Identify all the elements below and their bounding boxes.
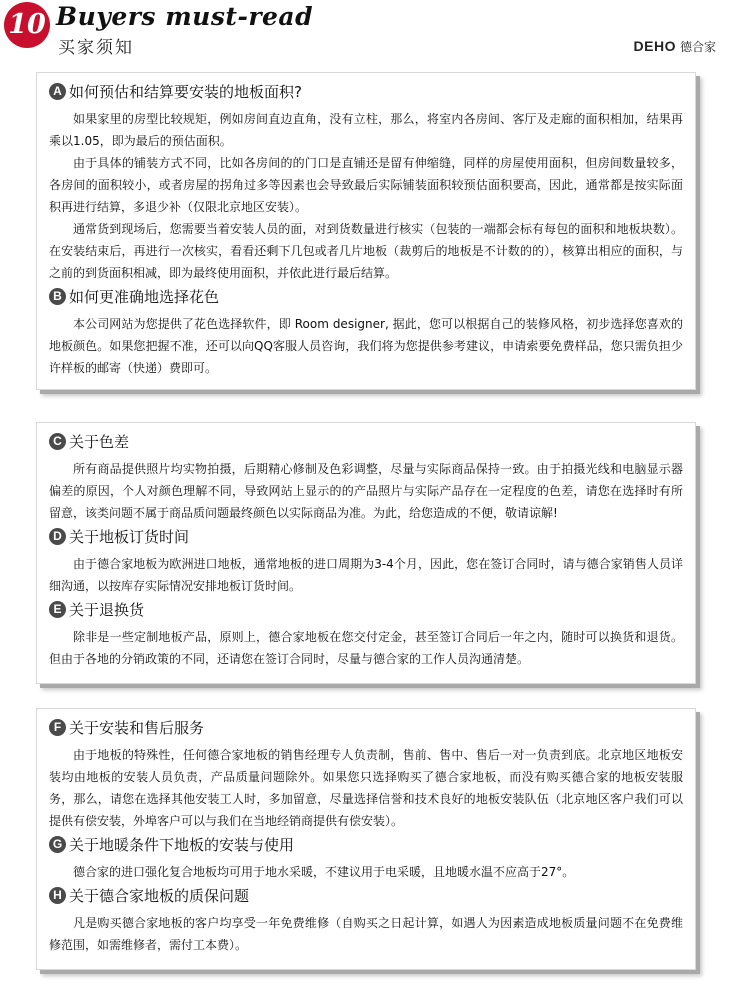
section-letter-icon: B [49,288,66,305]
section-paragraph: 本公司网站为您提供了花色选择软件，即 Room designer, 据此，您可以根据自己的装修风格，初步选择您喜欢的地板颜色。如果您把握不准，还可以向QQ客服人员咨询，我们将为您提供参考建议，申请索要免费样品，您只需负担少许样板的邮寄（快递）费即可。 [49,317,683,375]
page-title-en: Buyers must-read [56,2,314,31]
section-letter-icon: G [49,836,66,853]
section-letter-icon: D [49,528,66,545]
section-paragraph: 由于德合家地板为欧洲进口地板，通常地板的进口周期为3-4个月，因此，您在签订合同时，请与德合家销售人员详细沟通，以按库存实际情况安排地板订货时间。 [49,557,683,593]
page-title-cn: 买家须知 [58,38,134,58]
section-title: 关于退换货 [69,601,145,619]
section-heading-c [49,431,683,452]
section-letter-icon: F [49,719,66,736]
section-title: 关于安装和售后服务 [69,719,205,737]
section-letter-icon: E [49,601,66,618]
section-paragraph: 凡是购买德合家地板的客户均享受一年免费维修（自购买之日起计算，如遇人为因素造成地板质量问题不在免费维修范围，如需维修者，需付工本费）。 [49,916,683,952]
section-heading-a [49,81,683,102]
section-title: 关于色差 [69,433,130,451]
section-paragraph: 通常货到现场后，您需要当着安装人员的面，对到货数量进行核实（包装的一端都会标有每包的面积和地板块数）。在安装结束后，再进行一次核实，看看还剩下几包或者几片地板（裁剪后的地板是不计数的的），核算出相应的面积，与之前的到货面积相减，即为最终使用面积，并依此进行最后结算。 [49,222,683,280]
brand-logo [634,38,716,55]
section-title: 如何预估和结算要安装的地板面积? [69,83,302,101]
section-paragraph: 德合家的进口强化复合地板均可用于地水采暖，不建议用于电采暖，且地暖水温不应高于27°。 [73,865,575,879]
section-heading-h [49,885,683,906]
brand-logo-text: DEHO [633,38,676,54]
info-panel-3 [36,708,696,970]
info-panel-1 [36,72,696,390]
section-title: 关于德合家地板的质保问题 [69,887,250,905]
section-heading-g [49,834,683,855]
section-paragraph: 由于具体的铺装方式不同，比如各房间的的门口是直铺还是留有伸缩缝，同样的房屋使用面积，但房间数量较多，各房间的面积较小，或者房屋的拐角过多等因素也会导致最后实际铺装面积较预估面积要高，因此，通常都是按实际面积再进行结算，多退少补（仅限北京地区安装）。 [49,156,683,214]
section-title: 关于地板订货时间 [69,528,190,546]
section-paragraph: 除非是一些定制地板产品，原则上，德合家地板在您交付定金，甚至签订合同后一年之内，随时可以换货和退货。但由于各地的分销政策的不同，还请您在签订合同时，尽量与德合家的工作人员沟通清楚。 [49,630,683,666]
section-heading-d [49,526,683,547]
section-letter-icon: A [49,83,66,100]
section-heading-b [49,286,683,307]
section-heading-e [49,599,683,620]
section-paragraph: 如果家里的房型比较规矩，例如房间直边直角，没有立柱，那么，将室内各房间、客厅及走廊的面积相加，结果再乘以1.05，即为最后的预估面积。 [49,112,683,148]
section-letter-icon: H [49,887,66,904]
section-letter-icon: C [49,433,66,450]
brand-name-cn: 德合家 [679,40,716,54]
info-panel-2 [36,422,696,684]
page-number-badge: 10 [4,2,50,48]
section-heading-f [49,717,683,738]
section-title: 如何更准确地选择花色 [69,288,220,306]
section-paragraph: 由于地板的特殊性，任何德合家地板的销售经理专人负责制，售前、售中、售后一对一负责到底。北京地区地板安装均由地板的安装人员负责，产品质量问题除外。如果您只选择购买了德合家地板，而没有购买德合家的地板安装服务，那么，请您在选择其他安装工人时，多加留意，尽量选择信誉和技术良好的地板安装队伍（北京地区客户我们可以提供有偿安装，外埠客户可以与我们在当地经销商提供有偿安装）。 [49,748,683,828]
page-header [0,0,730,68]
section-title: 关于地暖条件下地板的安装与使用 [69,836,295,854]
section-paragraph: 所有商品提供照片均实物拍摄，后期精心修制及色彩调整，尽量与实际商品保持一致。由于拍摄光线和电脑显示器偏差的原因，个人对颜色理解不同，导致网站上显示的的产品照片与实际产品存在一定程度的色差，请您在选择时有所留意，该类问题不属于商品质问题最终颜色以实际商品为准。为此，给您造成的不便，敬请谅解! [49,462,683,520]
